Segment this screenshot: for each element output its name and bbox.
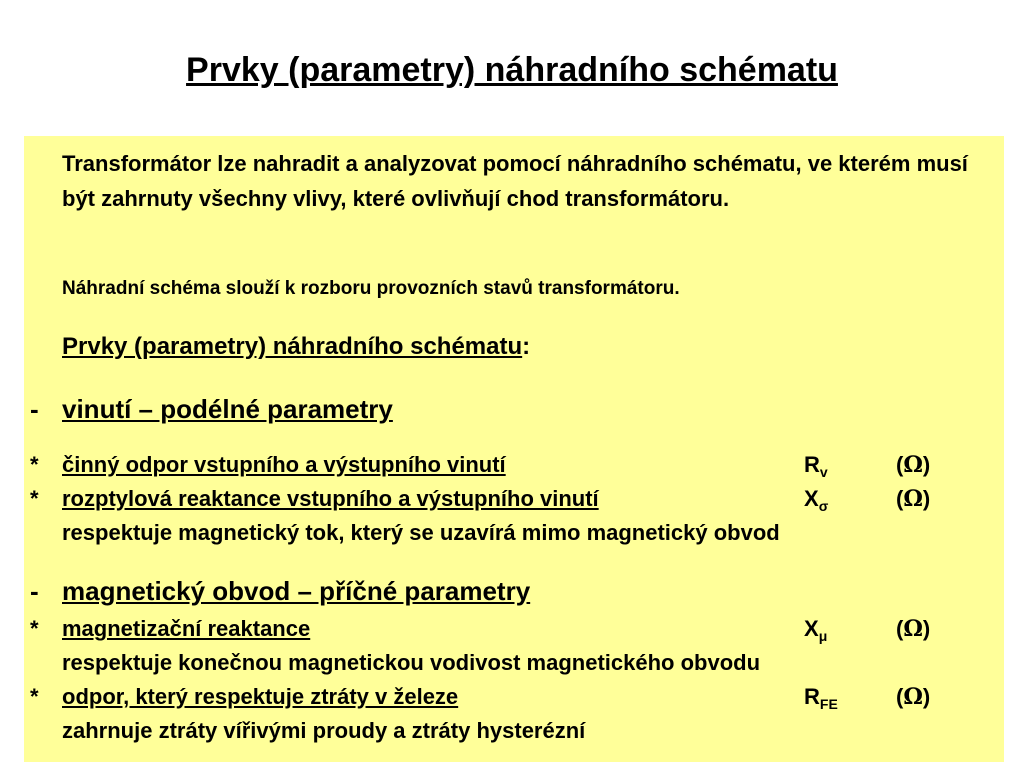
item-label: odpor, který respektuje ztráty v železe: [62, 684, 459, 709]
item-note: respektuje magnetický tok, který se uzavírá mimo magnetický obvod: [62, 520, 780, 545]
parameter-unit: (Ω): [896, 684, 931, 710]
section-heading-winding: vinutí – podélné parametry: [62, 394, 393, 424]
parameter-unit: (Ω): [896, 452, 931, 478]
item-note: respektuje konečnou magnetickou vodivost magnetického obvodu: [62, 650, 761, 675]
intro-paragraph: Transformátor lze nahradit a analyzovat pomocí náhradního schématu, ve kterém musí být zahrnuty všechny vlivy, které ovlivňují chod transformátoru.: [62, 151, 968, 211]
item-label: činný odpor vstupního a výstupního vinutí: [62, 452, 506, 477]
item-label: magnetizační reaktance: [62, 616, 311, 641]
parameter-unit: (Ω): [896, 486, 931, 512]
section-heading-magnetic: magnetický obvod – příčné parametry: [62, 576, 531, 606]
elements-heading-text: Prvky (parametry) náhradního schématu: [62, 333, 523, 360]
elements-heading-colon: :: [522, 333, 531, 360]
item-bullet: *: [30, 452, 39, 477]
parameter-symbol: $R_v$: [804, 452, 828, 480]
elements-heading: [62, 333, 530, 361]
item-bullet: *: [30, 684, 39, 709]
content-panel: [24, 136, 1004, 762]
section-bullet: -: [30, 394, 39, 424]
item-bullet: *: [30, 616, 39, 641]
parameter-symbol: $R_{FE}$: [804, 684, 838, 712]
parameter-symbol: $X_\sigma$: [804, 486, 829, 514]
parameter-unit: (Ω): [896, 616, 931, 642]
slide-title: Prvky (parametry) náhradního schématu: [186, 51, 838, 89]
purpose-text: Náhradní schéma slouží k rozboru provozních stavů transformátoru.: [62, 278, 680, 299]
section-bullet: -: [30, 576, 39, 606]
parameter-symbol: $X_\mu$: [804, 616, 828, 644]
item-label: rozptylová reaktance vstupního a výstupního vinutí: [62, 486, 599, 511]
item-bullet: *: [30, 486, 39, 511]
item-note: zahrnuje ztráty vířivými proudy a ztráty hysterézní: [62, 718, 586, 743]
